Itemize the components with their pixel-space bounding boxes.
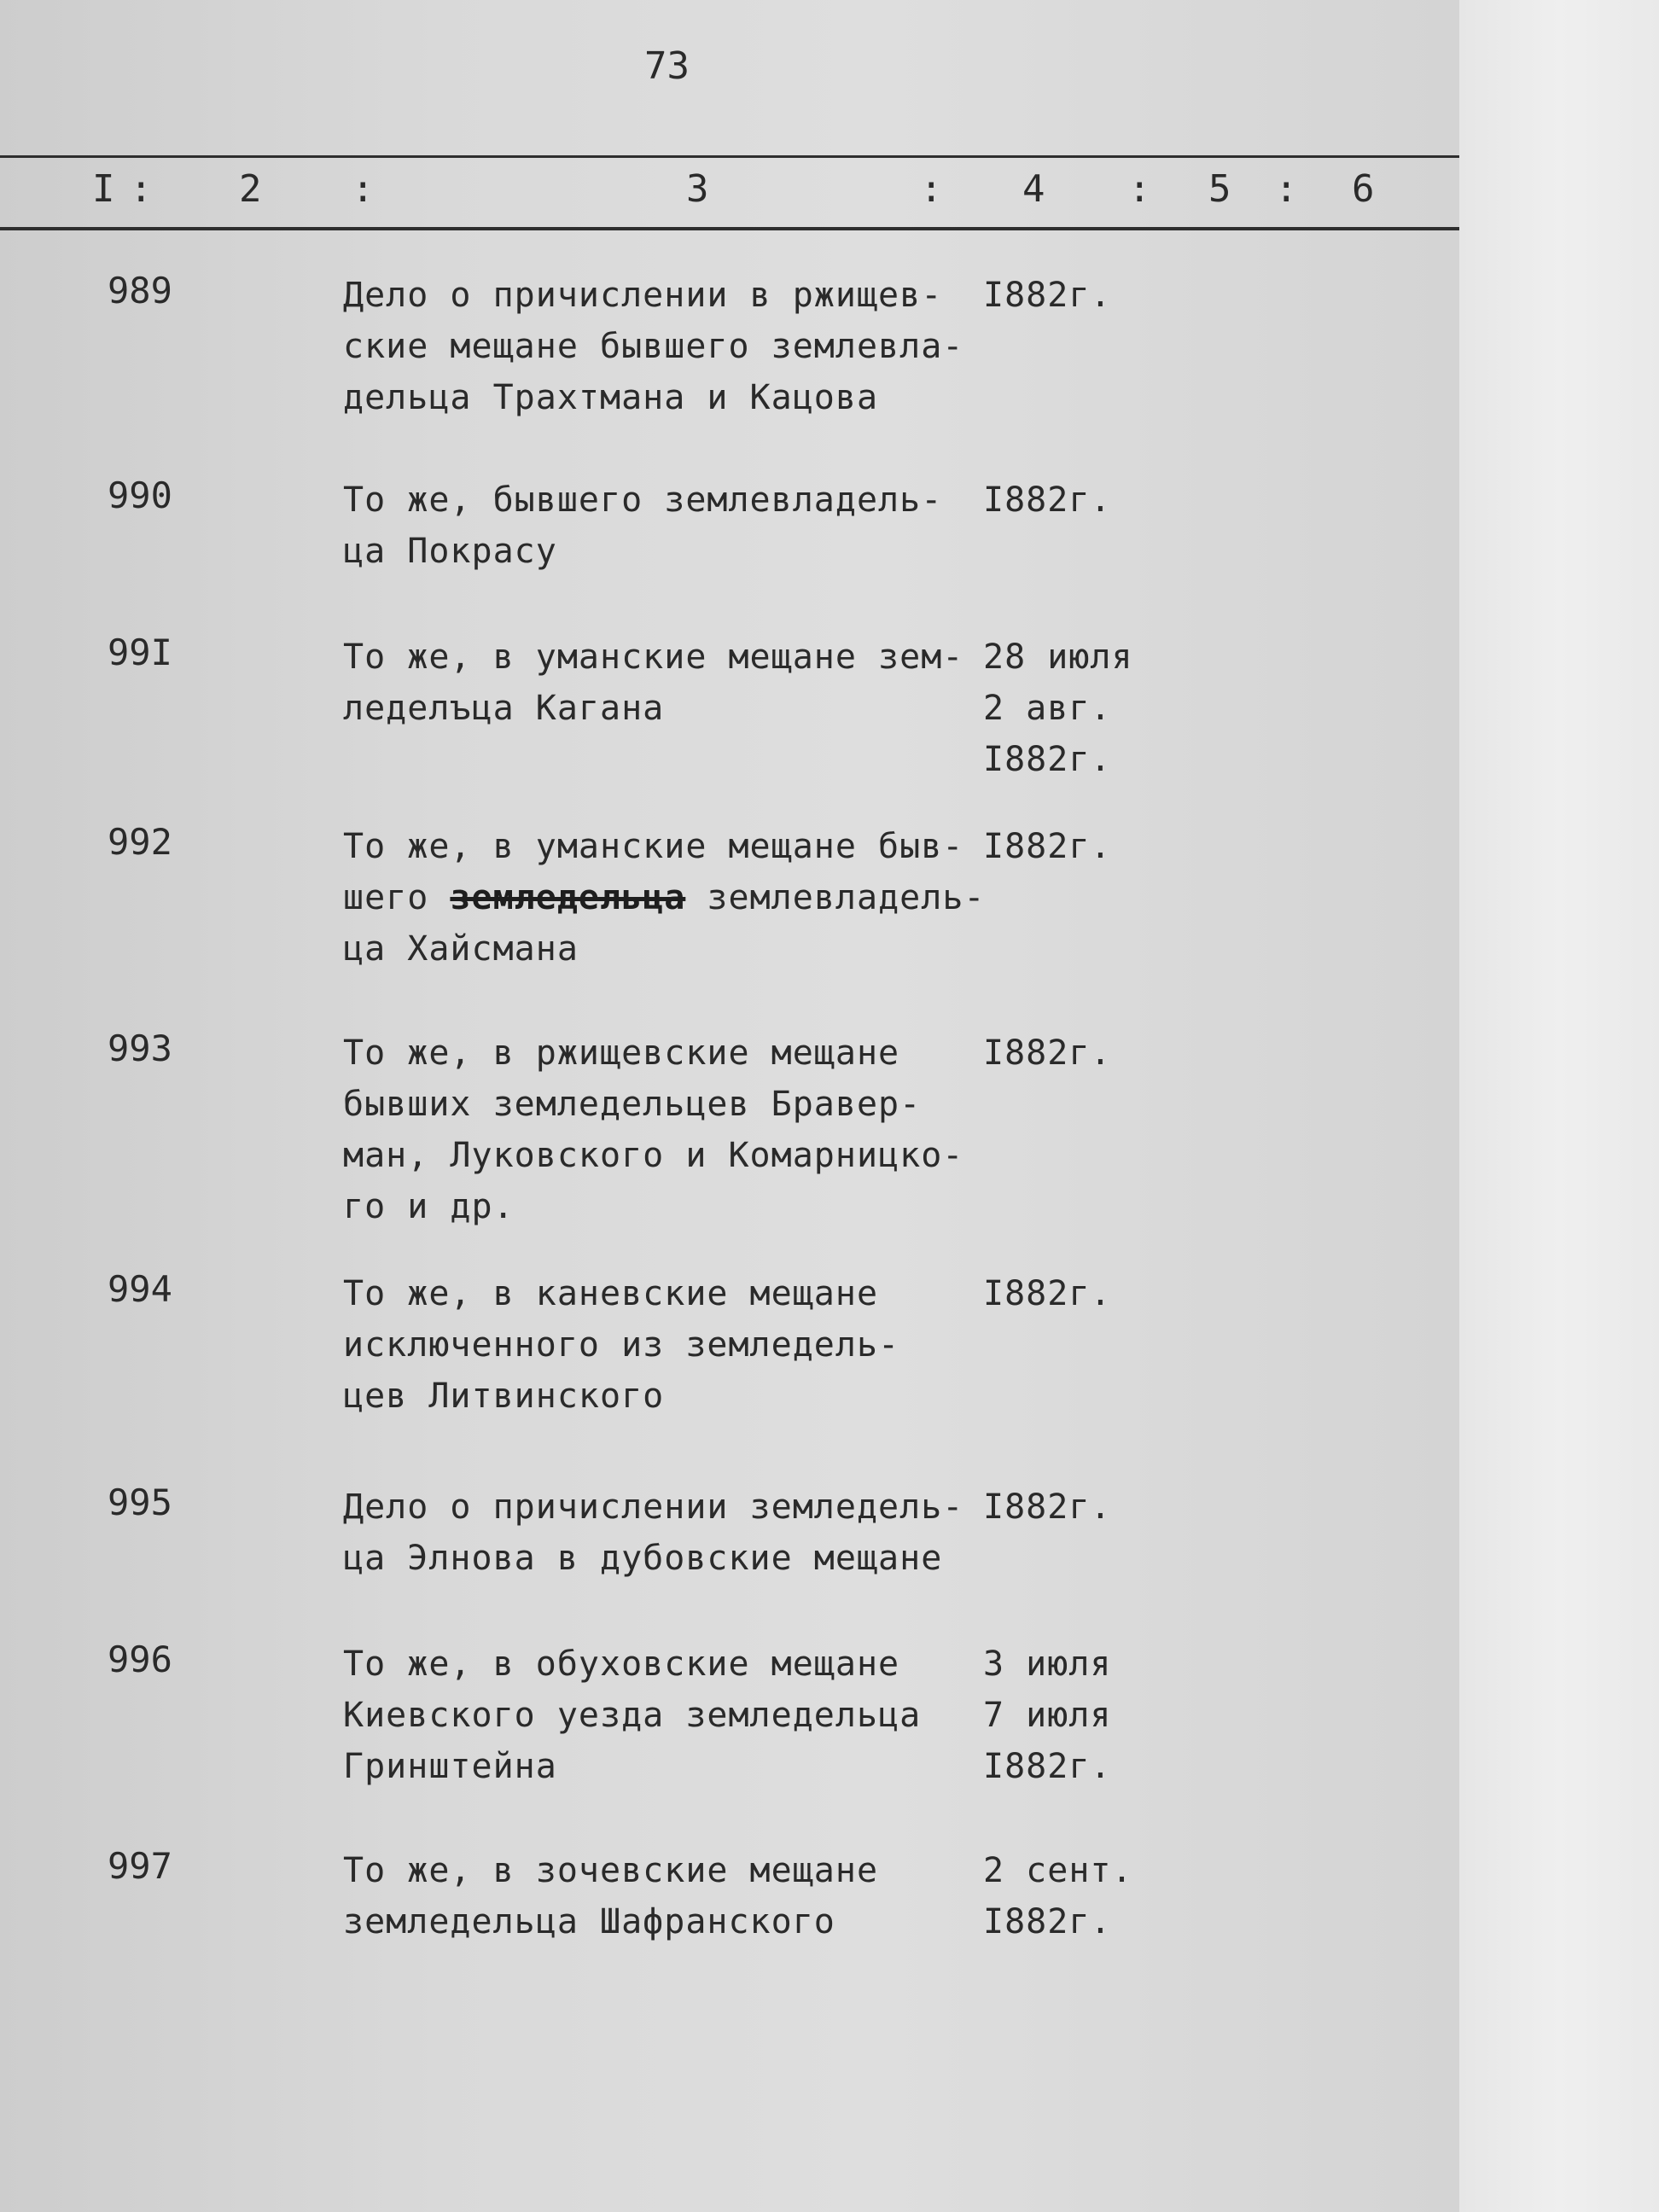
page-number: 73 — [644, 44, 690, 88]
case-date — [983, 1268, 1112, 1319]
case-number: 99I — [108, 632, 172, 673]
description-line: Дело о причислении земледель- — [343, 1487, 964, 1527]
case-number: 994 — [108, 1268, 172, 1310]
description-line: бывших земледельцев Бравер- — [343, 1085, 922, 1124]
description-line: Киевского уезда земледельца — [343, 1696, 922, 1735]
description-line: леделъца Кагана — [343, 689, 665, 728]
case-date — [983, 474, 1112, 526]
case-description — [343, 1268, 975, 1422]
case-description — [343, 270, 975, 423]
description-line: Гринштейна — [343, 1747, 557, 1786]
description-text: землевладель- — [685, 878, 986, 917]
date-line: I882г. — [983, 1747, 1112, 1786]
case-number: 992 — [108, 821, 172, 863]
case-description — [343, 821, 986, 975]
struck-out-word: земледельца — [450, 878, 686, 917]
case-number: 990 — [108, 474, 172, 516]
header-col-2: 2 — [239, 167, 262, 211]
description-line: цев Литвинского — [343, 1377, 665, 1416]
header-rule-bottom — [0, 227, 1459, 230]
date-line: I882г. — [983, 480, 1112, 520]
date-line: 7 июля — [983, 1696, 1112, 1735]
case-description — [343, 1639, 975, 1792]
description-line — [343, 872, 986, 923]
date-line: 2 сент. — [983, 1851, 1133, 1890]
date-line: I882г. — [983, 1033, 1112, 1073]
description-line: То же, в обуховские мещане — [343, 1644, 900, 1684]
description-line: исключенного из земледель- — [343, 1325, 900, 1365]
date-line: I882г. — [983, 1274, 1112, 1313]
case-date — [983, 1481, 1112, 1533]
case-description — [343, 1845, 975, 1947]
description-line: ца Хайсмана — [343, 929, 579, 969]
case-date — [983, 632, 1133, 785]
date-line: 2 авг. — [983, 689, 1112, 728]
case-date — [983, 1845, 1133, 1947]
case-number: 993 — [108, 1027, 172, 1069]
description-line: То же, в зочевские мещане — [343, 1851, 879, 1890]
case-description — [343, 1027, 975, 1232]
page-edge — [1459, 0, 1659, 2212]
header-col-5: 5 — [1208, 167, 1231, 211]
description-line: ца Покрасу — [343, 532, 557, 571]
header-col-3: 3 — [686, 167, 709, 211]
case-date — [983, 1639, 1112, 1792]
case-number: 997 — [108, 1845, 172, 1887]
description-line: ские мещане бывшего землевла- — [343, 327, 964, 366]
case-description — [343, 1481, 975, 1584]
description-line: Дело о причислении в ржищев- — [343, 276, 943, 315]
header-sep-3: : — [920, 167, 943, 211]
header-col-1: I — [92, 167, 115, 211]
description-line: дельца Трахтмана и Кацова — [343, 378, 879, 417]
case-date — [983, 1027, 1112, 1079]
description-line: го и др. — [343, 1187, 515, 1226]
header-sep-1: : — [130, 167, 153, 211]
case-number: 995 — [108, 1481, 172, 1523]
description-line: То же, в ржищевские мещане — [343, 1033, 900, 1073]
header-sep-5: : — [1275, 167, 1298, 211]
case-number: 996 — [108, 1639, 172, 1680]
date-line: I882г. — [983, 1902, 1112, 1941]
description-line: То же, в каневские мещане — [343, 1274, 879, 1313]
case-date — [983, 270, 1112, 321]
description-text: шего — [343, 878, 451, 917]
date-line: I882г. — [983, 276, 1112, 315]
date-line: I882г. — [983, 1487, 1112, 1527]
case-date — [983, 821, 1112, 872]
case-description — [343, 474, 975, 577]
header-col-6: 6 — [1352, 167, 1375, 211]
date-line: 28 июля — [983, 637, 1133, 677]
date-line: I882г. — [983, 827, 1112, 866]
header-rule-top — [0, 155, 1459, 158]
description-line: земледельца Шафранского — [343, 1902, 835, 1941]
header-col-4: 4 — [1022, 167, 1045, 211]
date-line: 3 июля — [983, 1644, 1112, 1684]
description-line: ца Элнова в дубовские мещане — [343, 1539, 943, 1578]
description-line: ман, Луковского и Комарницко- — [343, 1136, 964, 1175]
header-sep-4: : — [1128, 167, 1151, 211]
date-line: I882г. — [983, 740, 1112, 779]
description-line: То же, бывшего землевладель- — [343, 480, 943, 520]
case-number: 989 — [108, 270, 172, 311]
description-line: То же, в уманские мещане зем- — [343, 637, 964, 677]
case-description — [343, 632, 975, 734]
header-sep-2: : — [352, 167, 375, 211]
description-line: То же, в уманские мещане быв- — [343, 827, 964, 866]
